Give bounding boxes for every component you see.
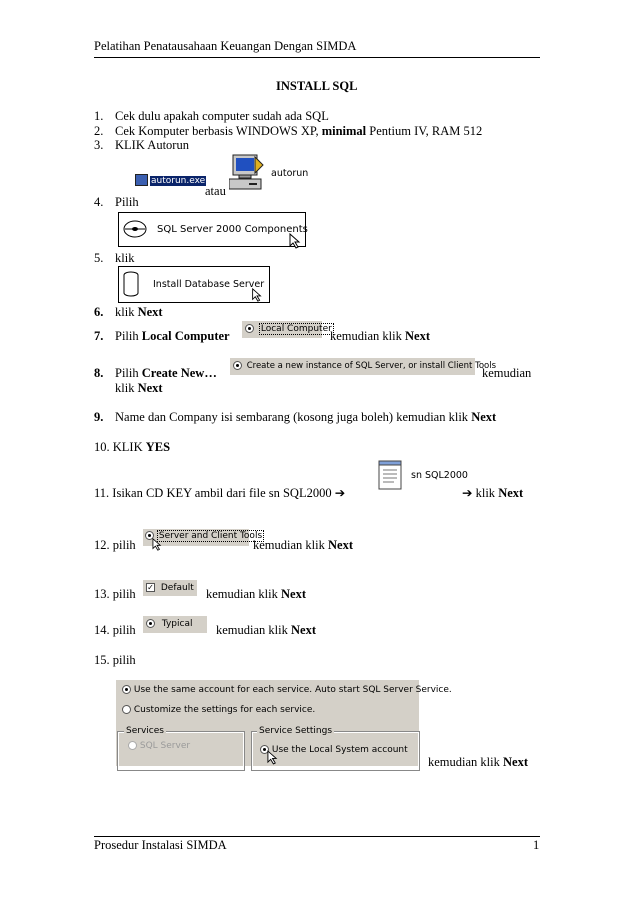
step-14-text: 14. pilih <box>94 623 136 637</box>
radio-selected-icon <box>233 361 242 370</box>
typical-setup-screenshot: Typical <box>143 616 207 633</box>
autorun-icon-label: autorun <box>271 168 309 179</box>
cursor-icon <box>289 233 301 249</box>
step-8-number: 8. <box>94 366 104 380</box>
create-new-instance-screenshot: Create a new instance of SQL Server, or install Client Tools <box>230 358 475 375</box>
footer-divider <box>94 836 540 837</box>
step-13-text: 13. pilih <box>94 587 136 601</box>
service-settings-label: Service Settings <box>259 726 333 736</box>
step-12-text: 12. pilih <box>94 538 136 552</box>
step-13-post: kemudian klik Next <box>206 587 306 601</box>
settings-local-system: Use the Local System account <box>260 745 408 755</box>
step-2-text: Cek Komputer berbasis WINDOWS XP, minimal Pentium IV, RAM 512 <box>115 124 483 138</box>
step-8-text: Pilih Create New… <box>115 366 217 380</box>
option-customize: Customize the settings for each service. <box>122 705 315 715</box>
radio-disabled-icon <box>128 741 137 750</box>
exe-file-icon <box>135 174 148 186</box>
default-instance-screenshot: ✓ Default <box>143 580 197 596</box>
step-7-text: Pilih Local Computer <box>115 329 230 343</box>
option-same-account: Use the same account for each service. Auto start SQL Server Service. <box>122 685 452 695</box>
database-icon <box>123 271 139 297</box>
step-9-text: Name dan Company isi sembarang (kosong juga boleh) kemudian klik Next <box>115 410 497 424</box>
autorun-computer-icon <box>229 153 265 191</box>
step-7-number: 7. <box>94 329 104 343</box>
autorun-exe-file: autorun.exe <box>135 174 199 188</box>
step-15-text: 15. pilih <box>94 653 136 667</box>
services-sql-server: SQL Server <box>128 741 190 751</box>
cd-icon <box>123 219 147 239</box>
radio-selected-icon <box>122 685 131 694</box>
install-db-server-screenshot: Install Database Server <box>118 266 270 303</box>
service-accounts-screenshot <box>116 680 452 766</box>
step-3-number: 3. <box>94 138 104 152</box>
radio-unselected-icon <box>122 705 131 714</box>
step-8-line2: klik Next <box>115 381 163 395</box>
step-6-text: klik Next <box>115 305 163 319</box>
step-1-number: 1. <box>94 109 104 123</box>
sn-file-label: sn SQL2000 <box>411 470 468 481</box>
step-11-post: ➔ klik Next <box>462 485 524 500</box>
arrow-right-icon: ➔ <box>462 485 473 500</box>
step-8-post: kemudian <box>482 366 532 380</box>
cursor-icon <box>267 750 278 765</box>
page-header: Pelatihan Penatausahaan Keuangan Dengan SIMDA <box>94 39 357 53</box>
footer-title: Prosedur Instalasi SIMDA <box>94 838 227 852</box>
step-15-post: kemudian klik Next <box>428 755 528 769</box>
cursor-icon <box>152 538 162 551</box>
step-3-text: KLIK Autorun <box>115 138 189 152</box>
radio-selected-icon <box>245 324 254 333</box>
step-12-post: kemudian klik Next <box>253 538 353 552</box>
local-computer-screenshot: Local Computer <box>242 321 322 338</box>
step-5-text: klik <box>115 251 135 265</box>
step-6-number: 6. <box>94 305 104 319</box>
step-3-atau: atau <box>205 184 226 198</box>
arrow-right-icon: ➔ <box>334 485 346 500</box>
radio-selected-icon <box>146 619 155 628</box>
header-divider <box>94 57 540 58</box>
step-2-number: 2. <box>94 124 104 138</box>
step-1-text: Cek dulu apakah computer sudah ada SQL <box>115 109 329 123</box>
step-9-number: 9. <box>94 410 104 424</box>
services-group-label: Services <box>126 726 164 736</box>
step-11-text: 11. Isikan CD KEY ambil dari file sn SQL2000 ➔ <box>94 485 346 500</box>
page-number: 1 <box>533 838 540 852</box>
step-10-text: 10. KLIK YES <box>94 440 171 454</box>
cursor-icon <box>251 288 263 302</box>
step-14-post: kemudian klik Next <box>216 623 316 637</box>
checkbox-checked-icon: ✓ <box>147 583 154 592</box>
server-client-tools-screenshot: Server and Client Tools <box>143 529 249 546</box>
step-4-number: 4. <box>94 195 104 209</box>
step-5-number: 5. <box>94 251 104 265</box>
step-7-post: kemudian klik Next <box>330 329 430 343</box>
services-group <box>118 732 244 770</box>
notepad-file-icon <box>376 458 406 492</box>
sql-components-screenshot: SQL Server 2000 Components <box>118 212 306 247</box>
step-4-text: Pilih <box>115 195 139 209</box>
page-title: INSTALL SQL <box>276 79 358 93</box>
